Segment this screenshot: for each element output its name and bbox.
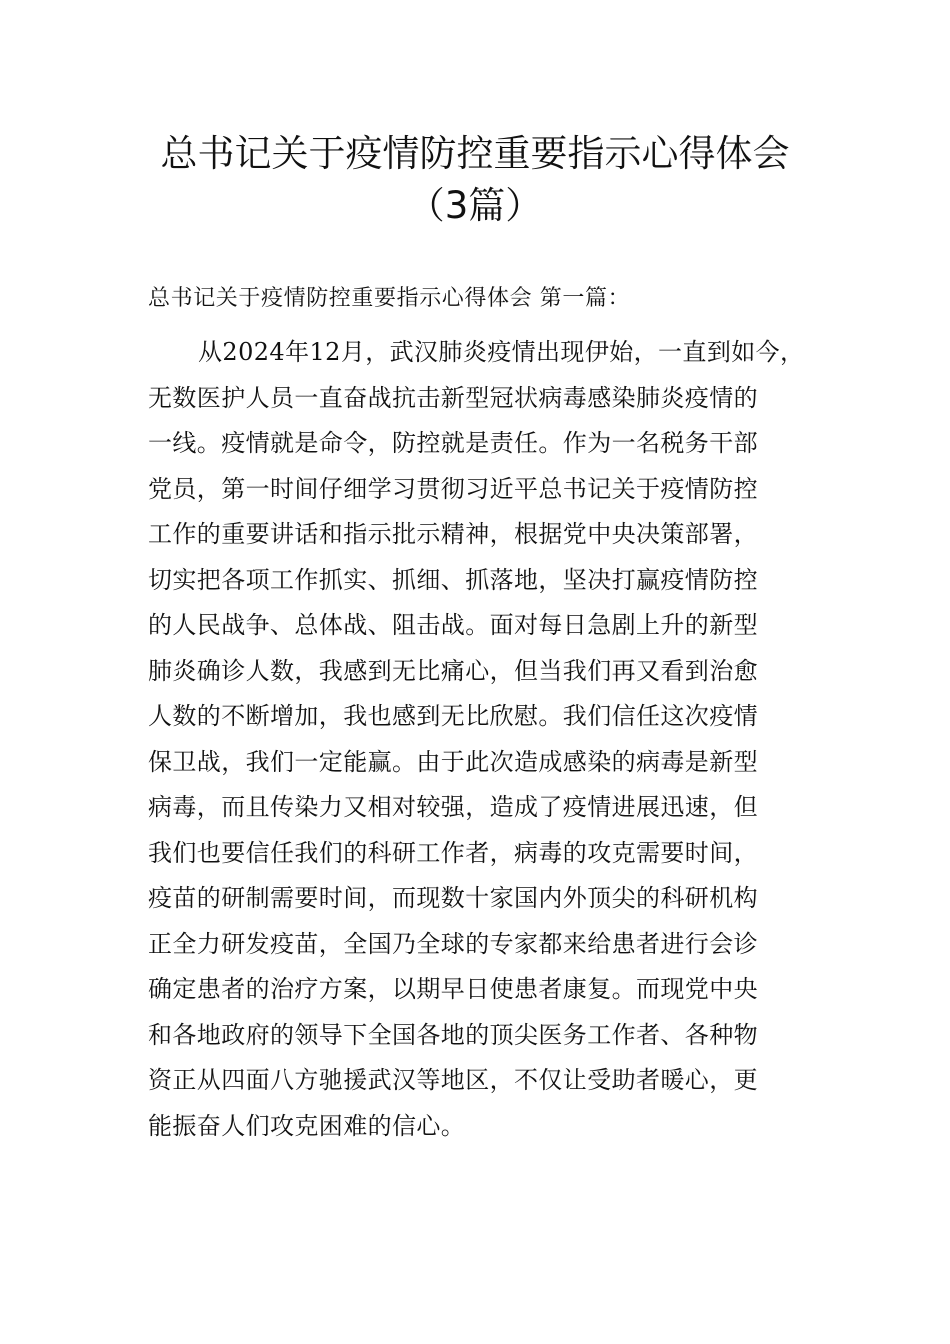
paragraph-line: 切实把各项工作抓实、抓细、抓落地，坚决打赢疫情防控	[148, 565, 758, 594]
paragraph-line: 的人民战争、总体战、阻击战。面对每日急剧上升的新型	[148, 611, 758, 639]
paragraph-line: 保卫战，我们一定能赢。由于此次造成感染的病毒是新型	[148, 747, 758, 776]
body-paragraph	[148, 330, 818, 1149]
paragraph-line: 正全力研发疫苗，全国乃全球的专家都来给患者进行会诊	[148, 929, 758, 958]
title-line-2: （3篇）	[407, 184, 543, 227]
title-line-1: 总书记关于疫情防控重要指示心得体会	[160, 132, 790, 175]
paragraph-line: 病毒，而且传染力又相对较强，造成了疫情进展迅速，但	[148, 793, 758, 821]
paragraph-line: 疫苗的研制需要时间，而现数十家国内外顶尖的科研机构	[148, 884, 758, 912]
paragraph-line: 肺炎确诊人数，我感到无比痛心，但当我们再又看到治愈	[148, 656, 758, 685]
paragraph-line: 我们也要信任我们的科研工作者，病毒的攻克需要时间，	[148, 838, 758, 867]
document-title	[0, 128, 950, 232]
paragraph-line: 和各地政府的领导下全国各地的顶尖医务工作者、各种物	[148, 1020, 758, 1049]
paragraph-line: 确定患者的治疗方案，以期早日使患者康复。而现党中央	[148, 975, 758, 1003]
paragraph-line: 人数的不断增加，我也感到无比欣慰。我们信任这次疫情	[148, 702, 758, 730]
paragraph-line: 一线。疫情就是命令，防控就是责任。作为一名税务干部	[148, 429, 758, 457]
paragraph-line: 能振奋人们攻克困难的信心。	[148, 1111, 466, 1140]
paragraph-line: 资正从四面八方驰援武汉等地区，不仅让受助者暖心，更	[148, 1066, 758, 1094]
paragraph-line: 无数医护人员一直奋战抗击新型冠状病毒感染肺炎疫情的	[148, 383, 758, 412]
section-heading: 总书记关于疫情防控重要指示心得体会 第一篇：	[148, 286, 631, 311]
paragraph-line: 从2024年12月，武汉肺炎疫情出现伊始，一直到如今，	[198, 338, 805, 366]
paragraph-line: 党员，第一时间仔细学习贯彻习近平总书记关于疫情防控	[148, 474, 758, 503]
paragraph-line: 工作的重要讲话和指示批示精神，根据党中央决策部署，	[148, 520, 758, 548]
